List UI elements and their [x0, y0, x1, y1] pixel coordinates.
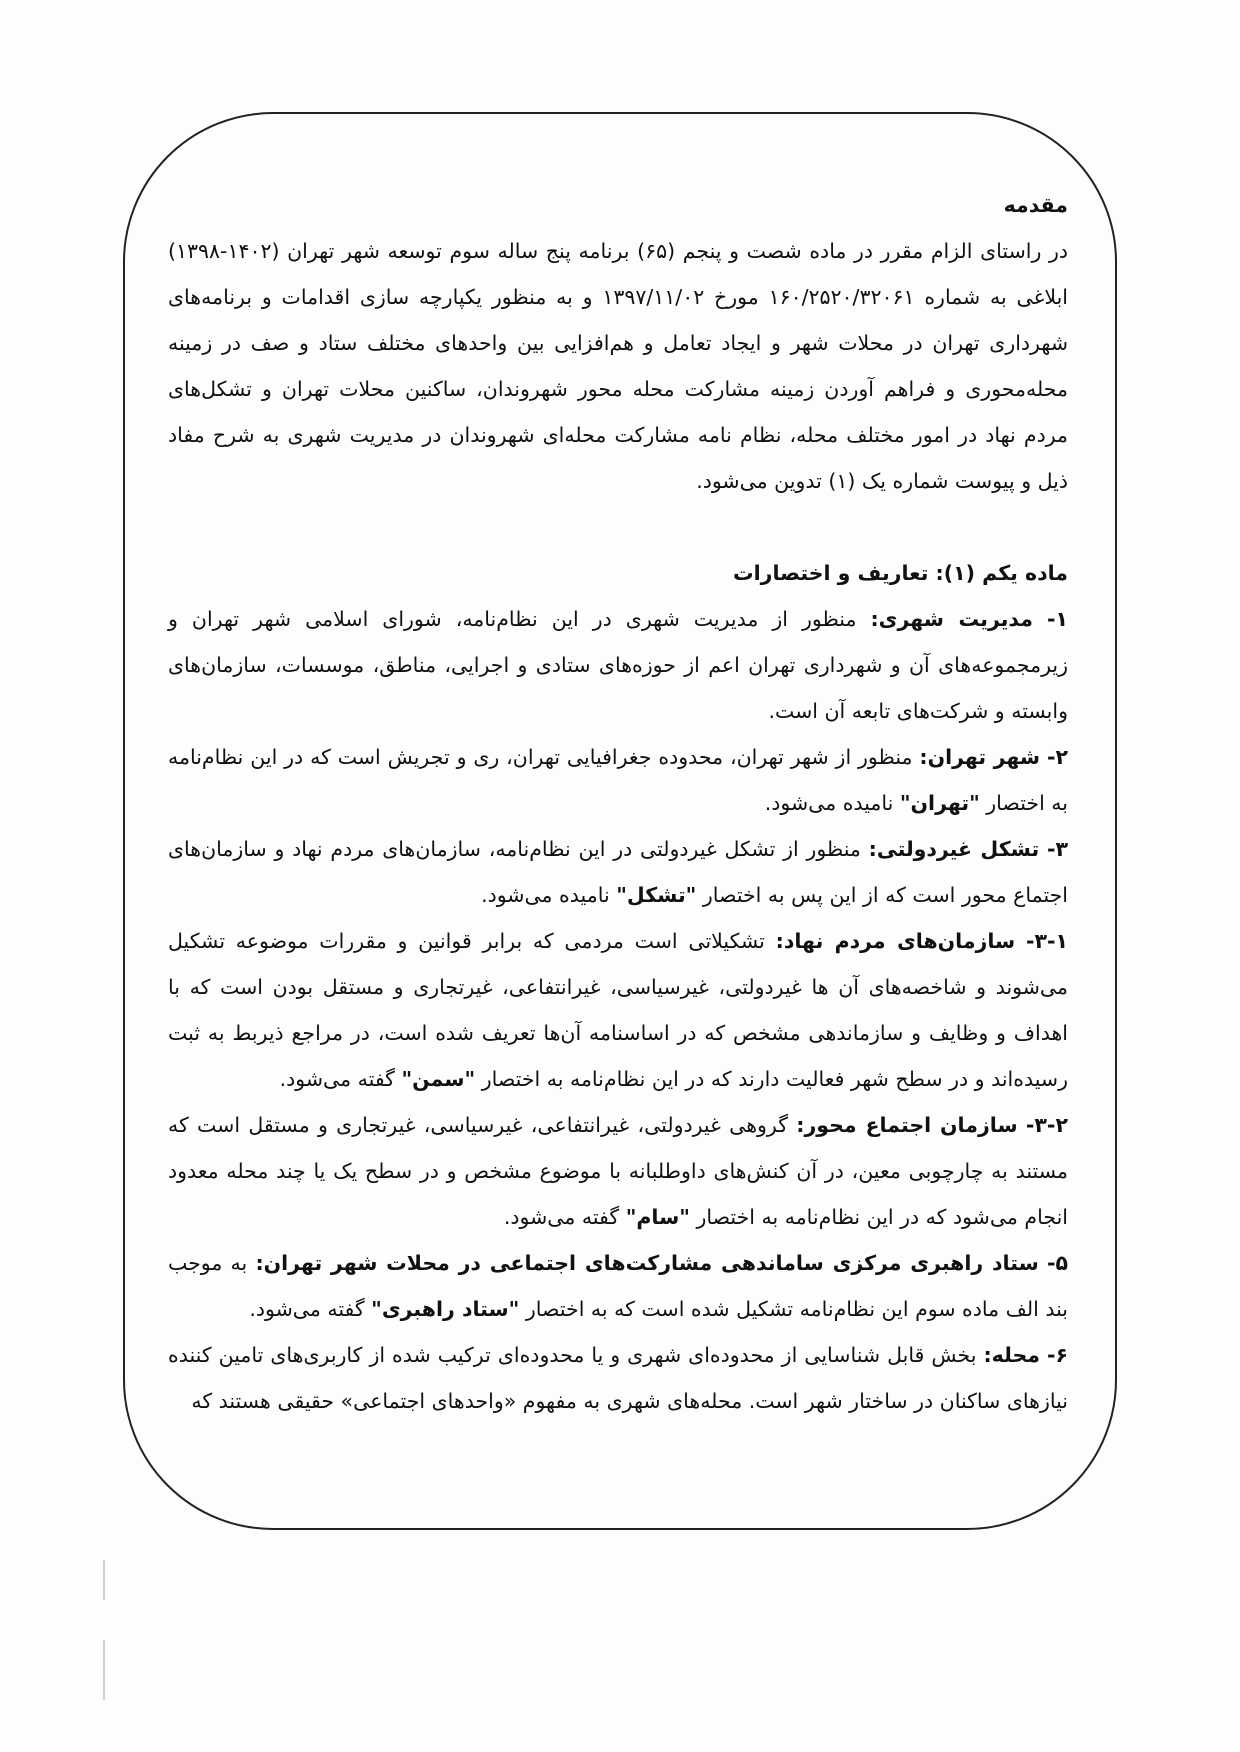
- item-abbr-suffix: نامیده می‌شود.: [764, 791, 894, 815]
- item-number: ۳-: [1046, 837, 1068, 861]
- definition-item: [168, 1240, 1068, 1332]
- article-title: ماده یکم (۱): تعاریف و اختصارات: [733, 561, 1068, 585]
- item-abbreviation: "سمن": [401, 1067, 476, 1091]
- item-term: شهر تهران:: [919, 745, 1041, 769]
- definition-item: [168, 826, 1068, 918]
- item-abbr-prefix: اختصار: [525, 1297, 585, 1321]
- definition-item: [168, 596, 1068, 734]
- item-abbreviation: "تهران": [899, 791, 980, 815]
- item-abbreviation: "تشکل": [616, 883, 697, 907]
- item-number: ۳-۲-: [1025, 1113, 1068, 1137]
- item-number: ۵-: [1046, 1251, 1068, 1275]
- item-text: به موجب بند الف ماده سوم این نظام‌نامه تشکیل شده است که به: [168, 1251, 1068, 1321]
- item-abbr-prefix: اختصار: [696, 1205, 755, 1229]
- item-abbr-prefix: اختصار: [702, 883, 762, 907]
- item-abbr-suffix: گفته می‌شود.: [249, 1297, 365, 1321]
- intro-paragraph: در راستای الزام مقرر در ماده شصت و پنجم (۶۵) برنامه پنج ساله سوم توسعه شهر تهران (۱۴۰۲-۱۳۹۸) ابلاغی به شماره ۱۶۰/۲۵۲۰/۳۲۰۶۱ مورخ ۱۳۹۷/۱۱/۰۲ و به منظور یکپارچه سازی اقدامات و برنامه‌های شهرداری تهران در محلات شهر و ایجاد تعامل و هم‌افزایی بین واحدهای مختلف ستاد و صف در زمینه محله‌محوری و فراهم آوردن زمینه مشارکت محله محور شهروندان، ساکنین محلات تهران و تشکل‌های مردم نهاد در امور مختلف محله، نظام نامه مشارکت محله‌ای شهروندان در مدیریت شهری به شرح مفاد ذیل و پیوست شماره یک (۱) تدوین می‌شود.: [168, 239, 1068, 493]
- item-abbr-prefix: اختصار: [986, 791, 1045, 815]
- item-abbr-prefix: اختصار: [481, 1067, 541, 1091]
- item-term: محله:: [983, 1343, 1040, 1367]
- document-body: [168, 182, 1068, 1424]
- item-term: سازمان‌های مردم نهاد:: [775, 929, 1016, 953]
- definition-item: [168, 918, 1068, 1102]
- scan-artifact: [103, 1560, 105, 1600]
- item-text: گروهی غیردولتی، غیرانتفاعی، غیرسیاسی، غیرتجاری و مستقل است که مستند به چارچوبی معین، در آن کنش‌های داوطلبانه با موضوع مشخص و در سطح یک یا چند محله معدود انجام می‌شود که در این نظام‌نامه به: [168, 1113, 1068, 1229]
- item-term: تشکل غیردولتی:: [868, 837, 1040, 861]
- item-term: ستاد راهبری مرکزی ساماندهی مشارکت‌های اجتماعی در محلات شهر تهران:: [255, 1251, 1039, 1275]
- item-text: بخش قابل شناسایی از محدوده‌ای شهری و یا محدوده‌ای ترکیب شده از کاربری‌های تامین کننده نیازهای ساکنان در ساختار شهر است. محله‌های شهری به مفهوم «واحدهای اجتماعی» حقیقی هستند که: [168, 1343, 1068, 1413]
- item-abbr-suffix: گفته می‌شود.: [503, 1205, 620, 1229]
- item-abbr-suffix: نامیده می‌شود.: [481, 883, 610, 907]
- scan-artifact: [103, 1640, 105, 1700]
- item-number: ۳-۱-: [1025, 929, 1068, 953]
- item-number: ۱-: [1046, 607, 1068, 631]
- item-text: تشکیلاتی است مردمی که برابر قوانین و مقررات موضوعه تشکیل می‌شوند و شاخصه‌های آن ها غیردولتی، غیرسیاسی، غیرانتفاعی، غیرتجاری و مستقل بودن است که با اهداف و وظایف و سازماندهی مشخص که در اساسنامه آن‌ها تعریف شده است، در مراجع ذیربط به ثبت رسیده‌اند و در سطح شهر فعالیت دارند که در این نظام‌نامه به: [168, 929, 1068, 1091]
- item-number: ۲-: [1046, 745, 1068, 769]
- intro-heading: مقدمه: [1003, 193, 1068, 217]
- item-text: منظور از تشکل غیردولتی در این نظام‌نامه، سازمان‌های مردم نهاد و سازمان‌های اجتماع محور است که از این پس به: [168, 837, 1068, 907]
- definition-item: [168, 734, 1068, 826]
- item-text: منظور از مدیریت شهری در این نظام‌نامه، شورای اسلامی شهر تهران و زیرمجموعه‌های آن و شهرداری تهران اعم از حوزه‌های ستادی و اجرایی، مناطق، موسسات، سازمان‌های وابسته و شرکت‌های تابعه آن است.: [168, 607, 1068, 723]
- definition-item: [168, 1102, 1068, 1240]
- definition-item: [168, 1332, 1068, 1424]
- item-text: منظور از شهر تهران، محدوده جغرافیایی تهران، ری و تجریش است که در این نظام‌نامه به: [168, 745, 1068, 815]
- item-term: سازمان اجتماع محور:: [796, 1113, 1018, 1137]
- item-abbr-suffix: گفته می‌شود.: [279, 1067, 395, 1091]
- item-term: مدیریت شهری:: [870, 607, 1033, 631]
- item-abbreviation: "سام": [625, 1205, 690, 1229]
- item-number: ۶-: [1046, 1343, 1068, 1367]
- item-abbreviation: "ستاد راهبری": [371, 1297, 520, 1321]
